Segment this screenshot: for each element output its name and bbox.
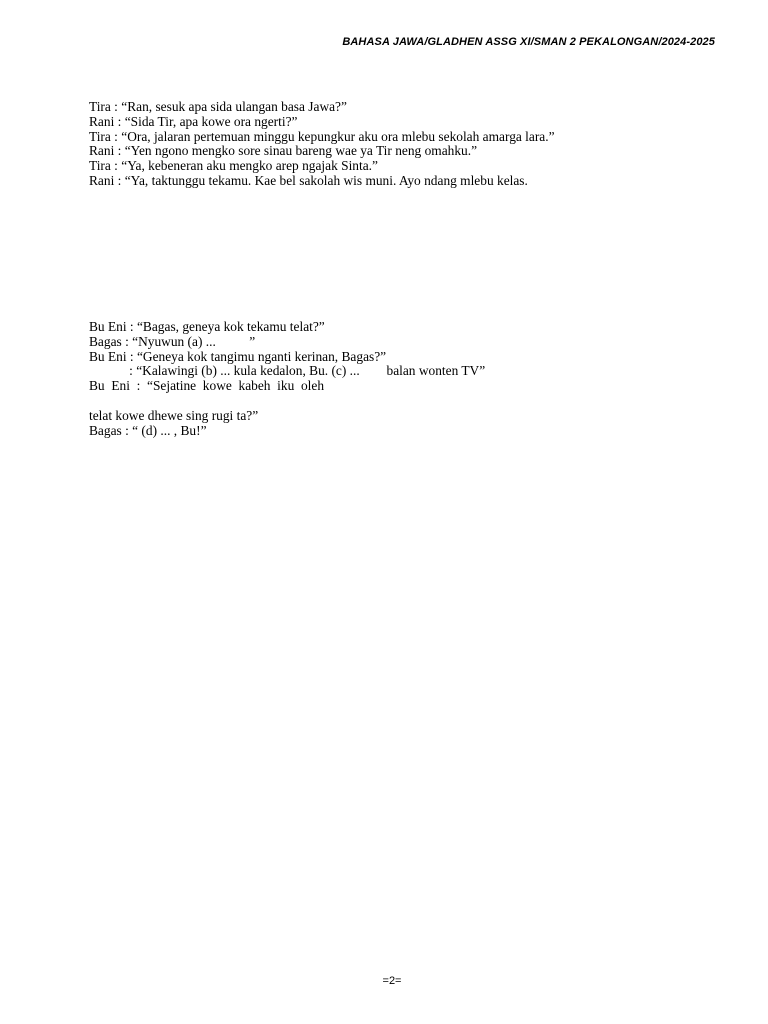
dialog-line: Bu Eni : “Sejatine kowe kabeh iku oleh [89,378,325,394]
dialog-line: Bagas : “Nyuwun (a) ... ” [89,333,256,349]
dialog-line: Bagas : “ (d) ... , Bu!” [89,422,207,438]
dialog-line: Tira : “Ran, sesuk apa sida ulangan basa Jawa?” [89,99,347,114]
dialog-tira-rani [89,100,555,189]
dialog-line: Bu Eni : “Geneya kok tangimu nganti kerinan, Bagas?” [89,348,387,364]
dialog-line: telat kowe dhewe sing rugi ta?” [89,407,259,423]
dialog-line: Rani : “Ya, taktunggu tekamu. Kae bel sakolah wis muni. Ayo ndang mlebu kelas. [89,172,528,188]
dialog-line: Rani : “Yen ngono mengko sore sinau bareng wae ya Tir neng omahku.” [89,143,478,159]
dialog-line: Bu Eni : “Bagas, geneya kok tekamu telat?” [89,319,325,334]
dialog-line: : “Kalawingi (b) ... kula kedalon, Bu. (c) ... balan wonten TV” [89,363,486,379]
page-number: =2= [382,975,402,987]
page-header: BAHASA JAWA/GLADHEN ASSG XI/SMAN 2 PEKALONGAN/2024-2025 [342,36,715,48]
dialog-line: Tira : “Ya, kebeneran aku mengko arep ngajak Sinta.” [89,158,378,174]
dialog-line: Rani : “Sida Tir, apa kowe ora ngerti?” [89,113,298,129]
dialog-blank-line [89,394,485,409]
dialog-bu-eni-bagas [89,320,485,438]
dialog-line: Tira : “Ora, jalaran pertemuan minggu kepungkur aku ora mlebu sekolah amarga lara.” [89,128,555,144]
